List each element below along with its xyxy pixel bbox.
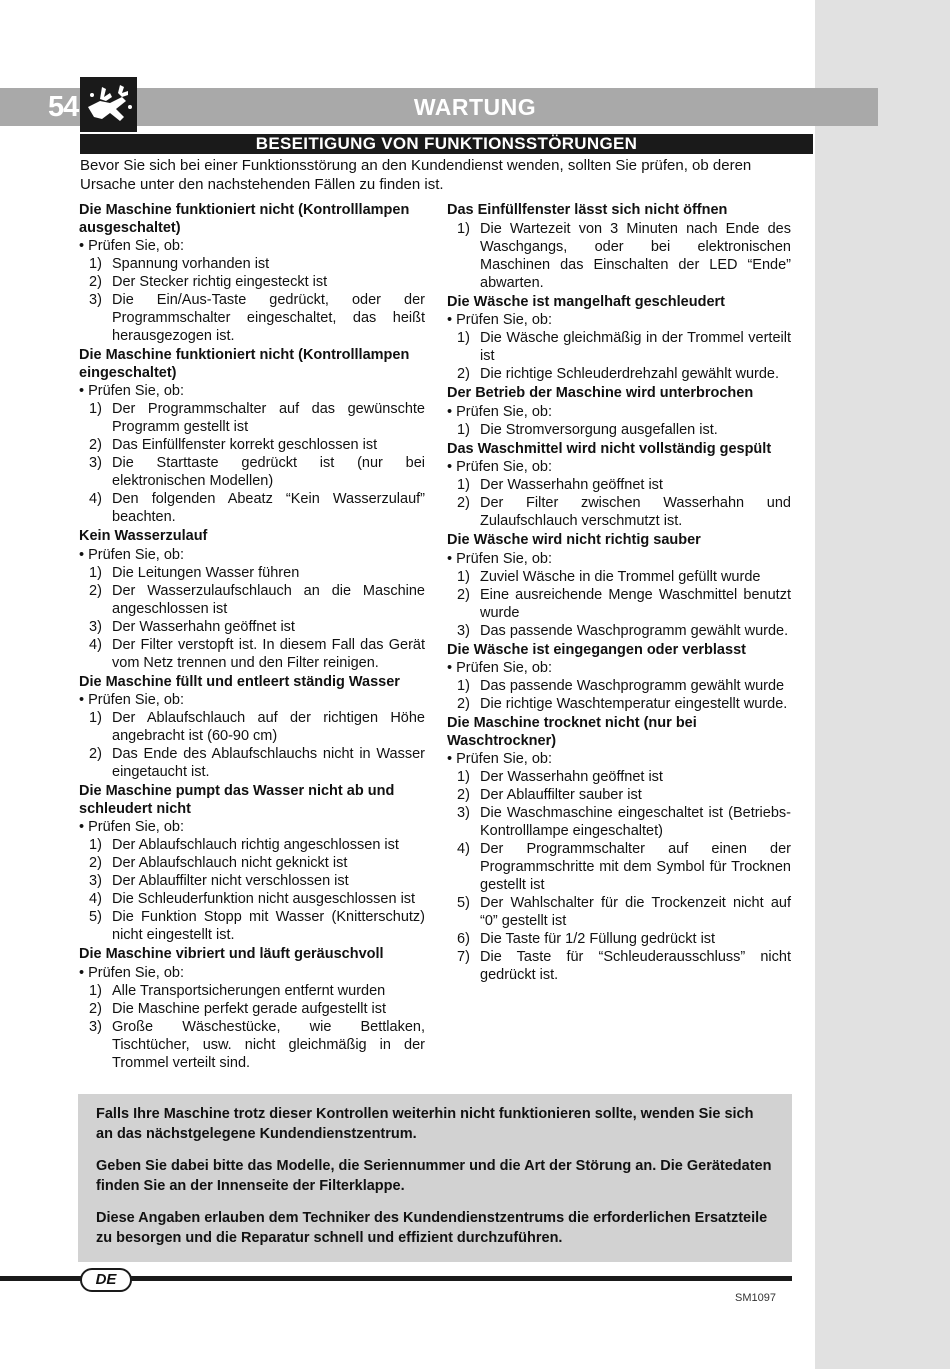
item-number: 6): [457, 931, 470, 947]
language-badge: DE: [80, 1268, 132, 1292]
list-item: [79, 836, 425, 854]
troubleshooting-block: [447, 642, 791, 714]
item-text: Das Einfüllfenster korrekt geschlossen ist: [112, 437, 378, 453]
block-title: Die Maschine vibriert und läuft geräuschvoll: [79, 946, 384, 962]
item-number: 1): [457, 421, 470, 438]
item-text: Der Filter verstopft ist. In diesem Fall das Gerät vom Netz trennen und den Filter reinigen.: [112, 636, 425, 671]
list-item: [79, 273, 425, 291]
list-item: [79, 890, 425, 908]
list-item: [447, 220, 791, 292]
check-list: [79, 564, 425, 672]
item-number: 4): [89, 636, 102, 653]
item-number: 3): [89, 455, 102, 471]
item-number: 3): [89, 873, 102, 889]
check-list: [79, 982, 425, 1072]
item-text: Die Taste für “Schleuderausschluss” nicht gedrückt ist.: [480, 949, 791, 983]
item-number: 2): [457, 586, 470, 603]
item-number: 4): [457, 841, 470, 857]
item-text: Die richtige Waschtemperatur eingestellt wurde.: [480, 696, 788, 712]
item-text: Alle Transportsicherungen entfernt wurden: [112, 982, 386, 999]
block-title: Die Maschine funktioniert nicht (Kontrolllampen eingeschaltet): [79, 347, 410, 381]
check-lead: • Prüfen Sie, ob:: [79, 964, 185, 981]
item-text: Der Wasserhahn geöffnet ist: [480, 769, 663, 785]
item-text: Der Filter zwischen Wasserhahn und Zulaufschlauch verschmutzt ist.: [480, 495, 791, 529]
list-item: [79, 908, 425, 944]
list-item: [447, 695, 791, 713]
list-item: [79, 854, 425, 872]
item-text: Der Wahlschalter für die Trockenzeit nicht auf “0” gestellt ist: [480, 895, 791, 929]
check-lead: • Prüfen Sie, ob:: [447, 312, 553, 328]
list-item: [447, 568, 791, 586]
item-text: Die Taste für 1/2 Füllung gedrückt ist: [480, 931, 716, 947]
block-title: Die Maschine funktioniert nicht (Kontrolllampen ausgeschaltet): [79, 202, 410, 236]
check-lead: • Prüfen Sie, ob:: [447, 550, 553, 567]
item-number: 2): [457, 495, 470, 511]
list-item: [79, 400, 425, 436]
list-item: [79, 618, 425, 636]
list-item: [447, 365, 791, 383]
item-number: 2): [457, 696, 470, 712]
notice-box: [78, 1094, 792, 1262]
item-number: 2): [89, 855, 102, 871]
list-item: [447, 494, 791, 530]
notice-paragraph-3: Diese Angaben erlauben dem Techniker des Kundendienstzentrums die erforderlichen Ersatzteile zu besorgen und die Reparatur schnell und effizient durchzuführen.: [96, 1210, 768, 1246]
item-text: Das Ende des Ablaufschlauchs nicht in Wasser eingetaucht ist.: [112, 746, 425, 780]
check-lead: • Prüfen Sie, ob:: [79, 692, 185, 708]
item-text: Die Waschmaschine eingeschaltet ist (Betriebs-Kontrolllampe eingeschaltet): [480, 805, 791, 839]
troubleshooting-block: [447, 441, 791, 531]
block-title: Das Waschmittel wird nicht vollständig gespült: [447, 440, 772, 457]
document-code: SM1097: [735, 1292, 776, 1304]
intro-paragraph: Bevor Sie sich bei einer Funktionsstörung an den Kundendienst wenden, sollten Sie prüfen, ob deren Ursache unter den nachstehenden Fällen zu finden ist.: [80, 157, 752, 193]
troubleshooting-block: [79, 783, 425, 944]
item-text: Eine ausreichende Menge Waschmittel benutzt wurde: [480, 586, 791, 621]
troubleshooting-block: [447, 202, 791, 292]
item-number: 1): [457, 220, 470, 237]
check-list: [79, 255, 425, 345]
list-item: [79, 454, 425, 490]
item-text: Die Funktion Stopp mit Wasser (Knitterschutz) nicht eingestellt ist.: [112, 909, 425, 943]
block-title: Das Einfüllfenster lässt sich nicht öffnen: [447, 202, 728, 218]
item-text: Der Stecker richtig eingesteckt ist: [112, 274, 328, 290]
item-text: Der Programmschalter auf einen der Programmschritte mit dem Symbol für Trocknen gestellt ist: [480, 841, 791, 893]
check-lead: • Prüfen Sie, ob:: [79, 546, 185, 563]
block-title: Der Betrieb der Maschine wird unterbrochen: [447, 385, 754, 401]
troubleshooting-block: [79, 674, 425, 782]
item-number: 2): [89, 437, 102, 453]
item-text: Den folgenden Abeatz “Kein Wasserzulauf” beachten.: [112, 491, 425, 525]
check-list: [447, 568, 791, 640]
item-text: Die Wäsche gleichmäßig in der Trommel verteilt ist: [480, 330, 791, 364]
item-number: 1): [89, 710, 102, 726]
list-item: [447, 677, 791, 695]
list-item: [447, 768, 791, 786]
check-list: [447, 421, 791, 439]
section-title: WARTUNG: [413, 94, 537, 120]
item-number: 3): [457, 622, 470, 639]
item-number: 1): [457, 568, 470, 585]
check-lead: • Prüfen Sie, ob:: [447, 660, 553, 676]
item-text: Der Ablauffilter sauber ist: [480, 787, 642, 803]
left-column: [79, 202, 425, 1074]
subtitle-bar: BESEITIGUNG VON FUNKTIONSSTÖRUNGEN: [80, 134, 813, 154]
check-lead: • Prüfen Sie, ob:: [79, 383, 185, 399]
item-text: Der Wasserhahn geöffnet ist: [112, 618, 295, 635]
side-margin-strip: [815, 0, 950, 1369]
item-number: 3): [89, 292, 102, 308]
block-title: Die Wäsche ist eingegangen oder verblasst: [447, 641, 746, 658]
item-number: 1): [89, 837, 102, 853]
list-item: [79, 1000, 425, 1018]
check-list: [79, 836, 425, 944]
list-item: [79, 1018, 425, 1072]
item-number: 3): [89, 618, 102, 635]
item-number: 2): [457, 366, 470, 382]
item-number: 4): [89, 891, 102, 907]
item-number: 5): [457, 895, 470, 911]
troubleshooting-block: [447, 715, 791, 984]
page-number: 54: [48, 91, 79, 123]
notice-paragraph-1: Falls Ihre Maschine trotz dieser Kontrollen weiterhin nicht funktionieren sollte, wenden Sie sich an das nächstgelegene Kundendienstzentrum.: [96, 1106, 754, 1142]
block-title: Kein Wasserzulauf: [79, 528, 208, 544]
list-item: [79, 490, 425, 526]
list-item: [447, 804, 791, 840]
troubleshooting-block: [79, 347, 425, 526]
list-item: [79, 255, 425, 273]
check-lead: • Prüfen Sie, ob:: [447, 459, 553, 475]
item-number: 2): [89, 1000, 102, 1017]
list-item: [447, 786, 791, 804]
item-text: Große Wäschestücke, wie Bettlaken, Tischtücher, usw. nicht gleichmäßig in der Trommel verteilt sind.: [112, 1018, 425, 1071]
item-text: Der Ablaufschlauch auf der richtigen Höhe angebracht ist (60-90 cm): [112, 710, 425, 744]
list-item: [447, 840, 791, 894]
block-title: Die Maschine füllt und entleert ständig Wasser: [79, 673, 400, 690]
item-text: Der Programmschalter auf das gewünschte Programm gestellt ist: [112, 401, 425, 435]
notice-paragraph-2: Geben Sie dabei bitte das Modelle, die Seriennummer und die Art der Störung an. Die Gerätedaten finden Sie an der Innenseite der Filterklappe.: [96, 1158, 772, 1194]
wrench-hand-icon: [80, 77, 137, 132]
check-list: [79, 709, 425, 781]
item-text: Die Wartezeit von 3 Minuten nach Ende des Waschgangs, oder bei elektronischen Maschinen das Einschalten der LED “Ende” abwarten.: [480, 220, 791, 291]
item-number: 7): [457, 949, 470, 965]
item-number: 1): [89, 401, 102, 417]
check-lead: • Prüfen Sie, ob:: [447, 751, 553, 767]
block-title: Die Maschine trocknet nicht (nur bei Waschtrockner): [447, 715, 697, 749]
item-number: 1): [89, 982, 102, 999]
item-text: Der Wasserhahn geöffnet ist: [480, 477, 663, 493]
check-list: [447, 220, 791, 292]
check-lead: • Prüfen Sie, ob:: [447, 403, 553, 420]
item-text: Die Leitungen Wasser führen: [112, 564, 300, 581]
check-lead: • Prüfen Sie, ob:: [79, 819, 185, 835]
check-list: [447, 768, 791, 984]
item-text: Die Ein/Aus-Taste gedrückt, oder der Programmschalter eingeschaltet, das heißt herausgezogen ist.: [112, 292, 425, 344]
item-number: 1): [89, 564, 102, 581]
item-number: 2): [89, 582, 102, 599]
item-number: 1): [457, 477, 470, 493]
item-number: 5): [89, 909, 102, 925]
check-list: [447, 476, 791, 530]
item-number: 4): [89, 491, 102, 507]
item-text: Das passende Waschprogramm gewählt wurde.: [480, 622, 789, 639]
item-number: 2): [89, 746, 102, 762]
item-text: Der Ablaufschlauch nicht geknickt ist: [112, 855, 348, 871]
right-column: [447, 202, 791, 986]
list-item: [79, 291, 425, 345]
list-item: [79, 582, 425, 618]
block-title: Die Maschine pumpt das Wasser nicht ab und schleudert nicht: [79, 783, 395, 817]
item-text: Die Starttaste gedrückt ist (nur bei elektronischen Modellen): [112, 455, 425, 489]
item-text: Der Ablaufschlauch richtig angeschlossen ist: [112, 837, 399, 853]
check-lead: • Prüfen Sie, ob:: [79, 238, 185, 254]
list-item: [79, 564, 425, 582]
list-item: [79, 745, 425, 781]
item-text: Zuviel Wäsche in die Trommel gefüllt wurde: [480, 568, 761, 585]
troubleshooting-block: [447, 532, 791, 640]
list-item: [447, 421, 791, 439]
item-text: Die richtige Schleuderdrehzahl gewählt wurde.: [480, 366, 780, 382]
list-item: [447, 930, 791, 948]
check-list: [79, 400, 425, 526]
item-number: 1): [457, 769, 470, 785]
item-number: 2): [457, 787, 470, 803]
list-item: [447, 622, 791, 640]
list-item: [447, 948, 791, 984]
item-number: 1): [457, 678, 470, 694]
list-item: [447, 894, 791, 930]
check-list: [447, 329, 791, 383]
troubleshooting-block: [79, 528, 425, 672]
item-text: Spannung vorhanden ist: [112, 256, 270, 272]
list-item: [79, 436, 425, 454]
item-number: 2): [89, 274, 102, 290]
troubleshooting-block: [447, 294, 791, 384]
troubleshooting-block: [79, 946, 425, 1072]
item-number: 1): [89, 256, 102, 272]
list-item: [79, 982, 425, 1000]
list-item: [79, 636, 425, 672]
troubleshooting-block: [447, 385, 791, 439]
block-title: Die Wäsche wird nicht richtig sauber: [447, 532, 701, 548]
item-number: 3): [89, 1018, 102, 1035]
item-text: Die Maschine perfekt gerade aufgestellt ist: [112, 1000, 387, 1017]
list-item: [447, 476, 791, 494]
item-text: Der Ablauffilter nicht verschlossen ist: [112, 873, 349, 889]
list-item: [79, 872, 425, 890]
list-item: [79, 709, 425, 745]
item-number: 3): [457, 805, 470, 821]
list-item: [447, 586, 791, 622]
item-text: Die Schleuderfunktion nicht ausgeschlossen ist: [112, 891, 416, 907]
item-number: 1): [457, 330, 470, 346]
troubleshooting-block: [79, 202, 425, 345]
check-list: [447, 677, 791, 713]
list-item: [447, 329, 791, 365]
item-text: Die Stromversorgung ausgefallen ist.: [480, 421, 718, 438]
item-text: Der Wasserzulaufschlauch an die Maschine angeschlossen ist: [112, 582, 425, 617]
block-title: Die Wäsche ist mangelhaft geschleudert: [447, 293, 725, 310]
item-text: Das passende Waschprogramm gewählt wurde: [480, 678, 785, 694]
